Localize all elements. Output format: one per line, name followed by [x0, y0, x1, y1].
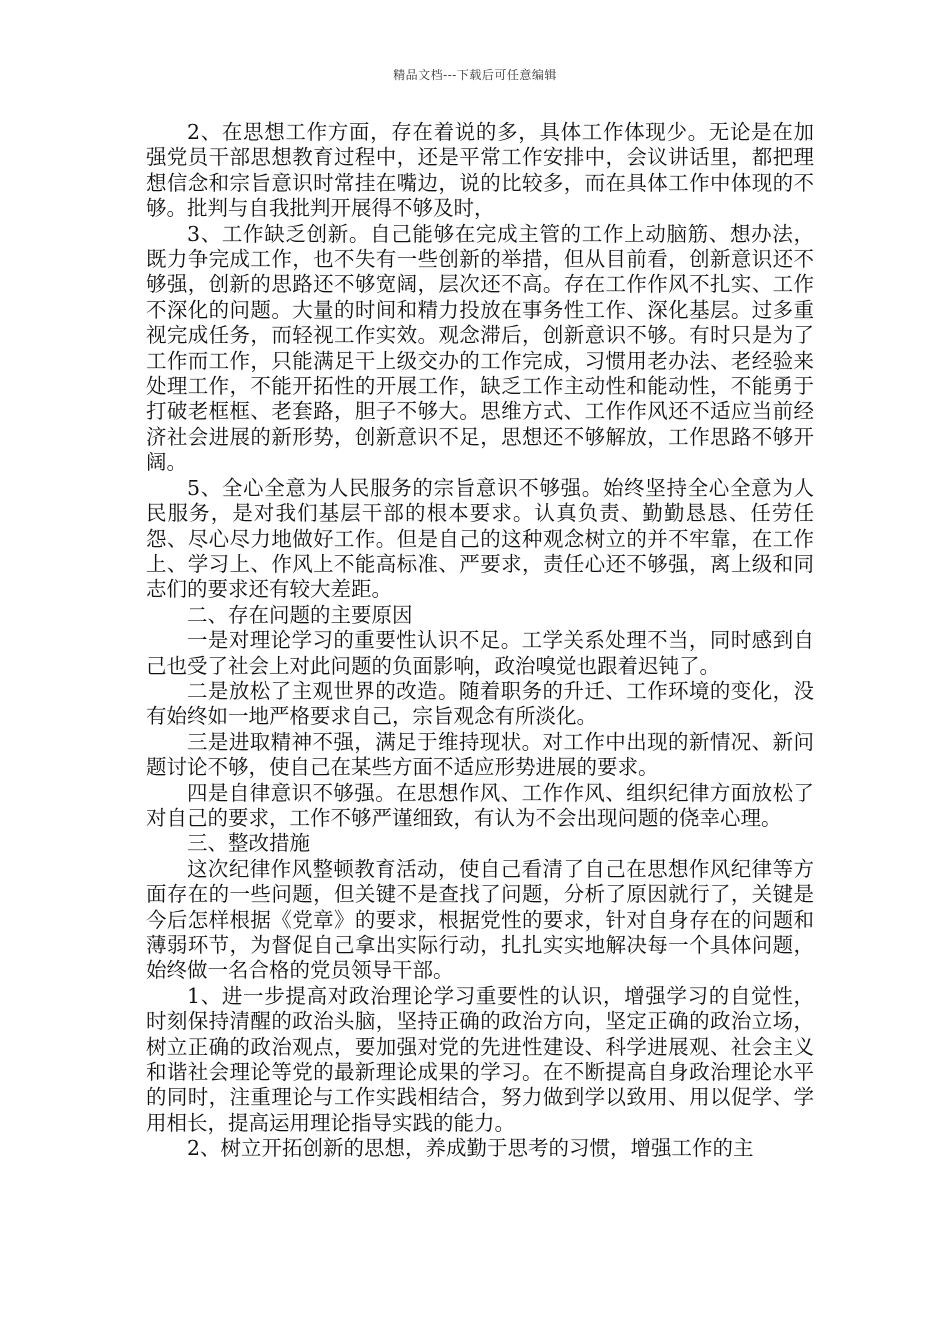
paragraph-cause-four: 四是自律意识不够强。在思想作风、工作作风、组织纪律方面放松了对自己的要求，工作不够严谨细致，有认为不会出现问题的侥幸心理。: [146, 780, 814, 830]
paragraph-cause-one: 一是对理论学习的重要性认识不足。工学关系处理不当，同时感到自己也受了社会上对此问题的负面影响，政治嗅觉也跟着迟钝了。: [146, 628, 814, 678]
section-heading-main-causes: 二、存在问题的主要原因: [187, 602, 413, 627]
document-body: [146, 120, 814, 1162]
section-heading-rectification: 三、整改措施: [187, 831, 310, 856]
paragraph-cause-two: 二是放松了主观世界的改造。随着职务的升迁、工作环境的变化，没有始终如一地严格要求自己，宗旨观念有所淡化。: [146, 678, 814, 729]
paragraph-service-awareness: 5、全心全意为人民服务的宗旨意识不够强。始终坚持全心全意为人民服务，是对我们基层干部的根本要求。认真负责、勤勤恳恳、任劳任怨、尽心尽力地做好工作。但是自己的这种观念树立的并不牢靠，在工作上、学习上、作风上不能高标准、严要求，责任心还不够强，离上级和同志们的要求还有较大差距。: [146, 475, 814, 602]
paragraph-ideological-work: 2、在思想工作方面，存在着说的多，具体工作体现少。无论是在加强党员干部思想教育过程中，还是平常工作安排中，会议讲话里，都把理想信念和宗旨意识时常挂在嘴边，说的比较多，而在具体工作中体现的不够。批判与自我批判开展得不够及时，: [146, 120, 814, 221]
paragraph-measure-one: 1、进一步提高对政治理论学习重要性的认识，增强学习的自觉性，时刻保持清醒的政治头脑，坚持正确的政治方向，坚定正确的政治立场，树立正确的政治观点，要加强对党的先进性建设、科学进展观、社会主义和谐社会理论等党的最新理论成果的学习。在不断提高自身政治理论水平的同时，注重理论与工作实践相结合，努力做到学以致用、用以促学、学用相长，提高运用理论指导实践的能力。: [146, 983, 814, 1135]
paragraph-lack-of-innovation: 3、工作缺乏创新。自己能够在完成主管的工作上动脑筋、想办法，既力争完成工作，也不失有一些创新的举措，但从目前看，创新意识还不够强，创新的思路还不够宽阔，层次还不高。存在工作作风不扎实、工作不深化的问题。大量的时间和精力投放在事务性工作、深化基层。过多重视完成任务，而轻视工作实效。观念滞后，创新意识不够。有时只是为了工作而工作，只能满足干上级交办的工作完成，习惯用老办法、老经验来处理工作，不能开拓性的开展工作，缺乏工作主动性和能动性，不能勇于打破老框框、老套路，胆子不够大。思维方式、工作作风还不适应当前经济社会进展的新形势，创新意识不足，思想还不够解放，工作思路不够开阔。: [146, 221, 814, 475]
paragraph-rectification-intro: 这次纪律作风整顿教育活动，使自己看清了自己在思想作风纪律等方面存在的一些问题，但关键不是查找了问题，分析了原因就行了，关键是今后怎样根据《党章》的要求，根据党性的要求，针对自身存在的问题和薄弱环节，为督促自己拿出实际行动，扎扎实实地解决每一个具体问题，始终做一名合格的党员领导干部。: [146, 856, 814, 983]
paragraph-cause-three: 三是进取精神不强，满足于维持现状。对工作中出现的新情况、新问题讨论不够，使自己在某些方面不适应形势进展的要求。: [146, 729, 814, 780]
paragraph-measure-two: 2、树立开拓创新的思想，养成勤于思考的习惯，增强工作的主: [187, 1136, 754, 1161]
page-header: 精品文档---下载后可任意编辑: [393, 68, 557, 82]
